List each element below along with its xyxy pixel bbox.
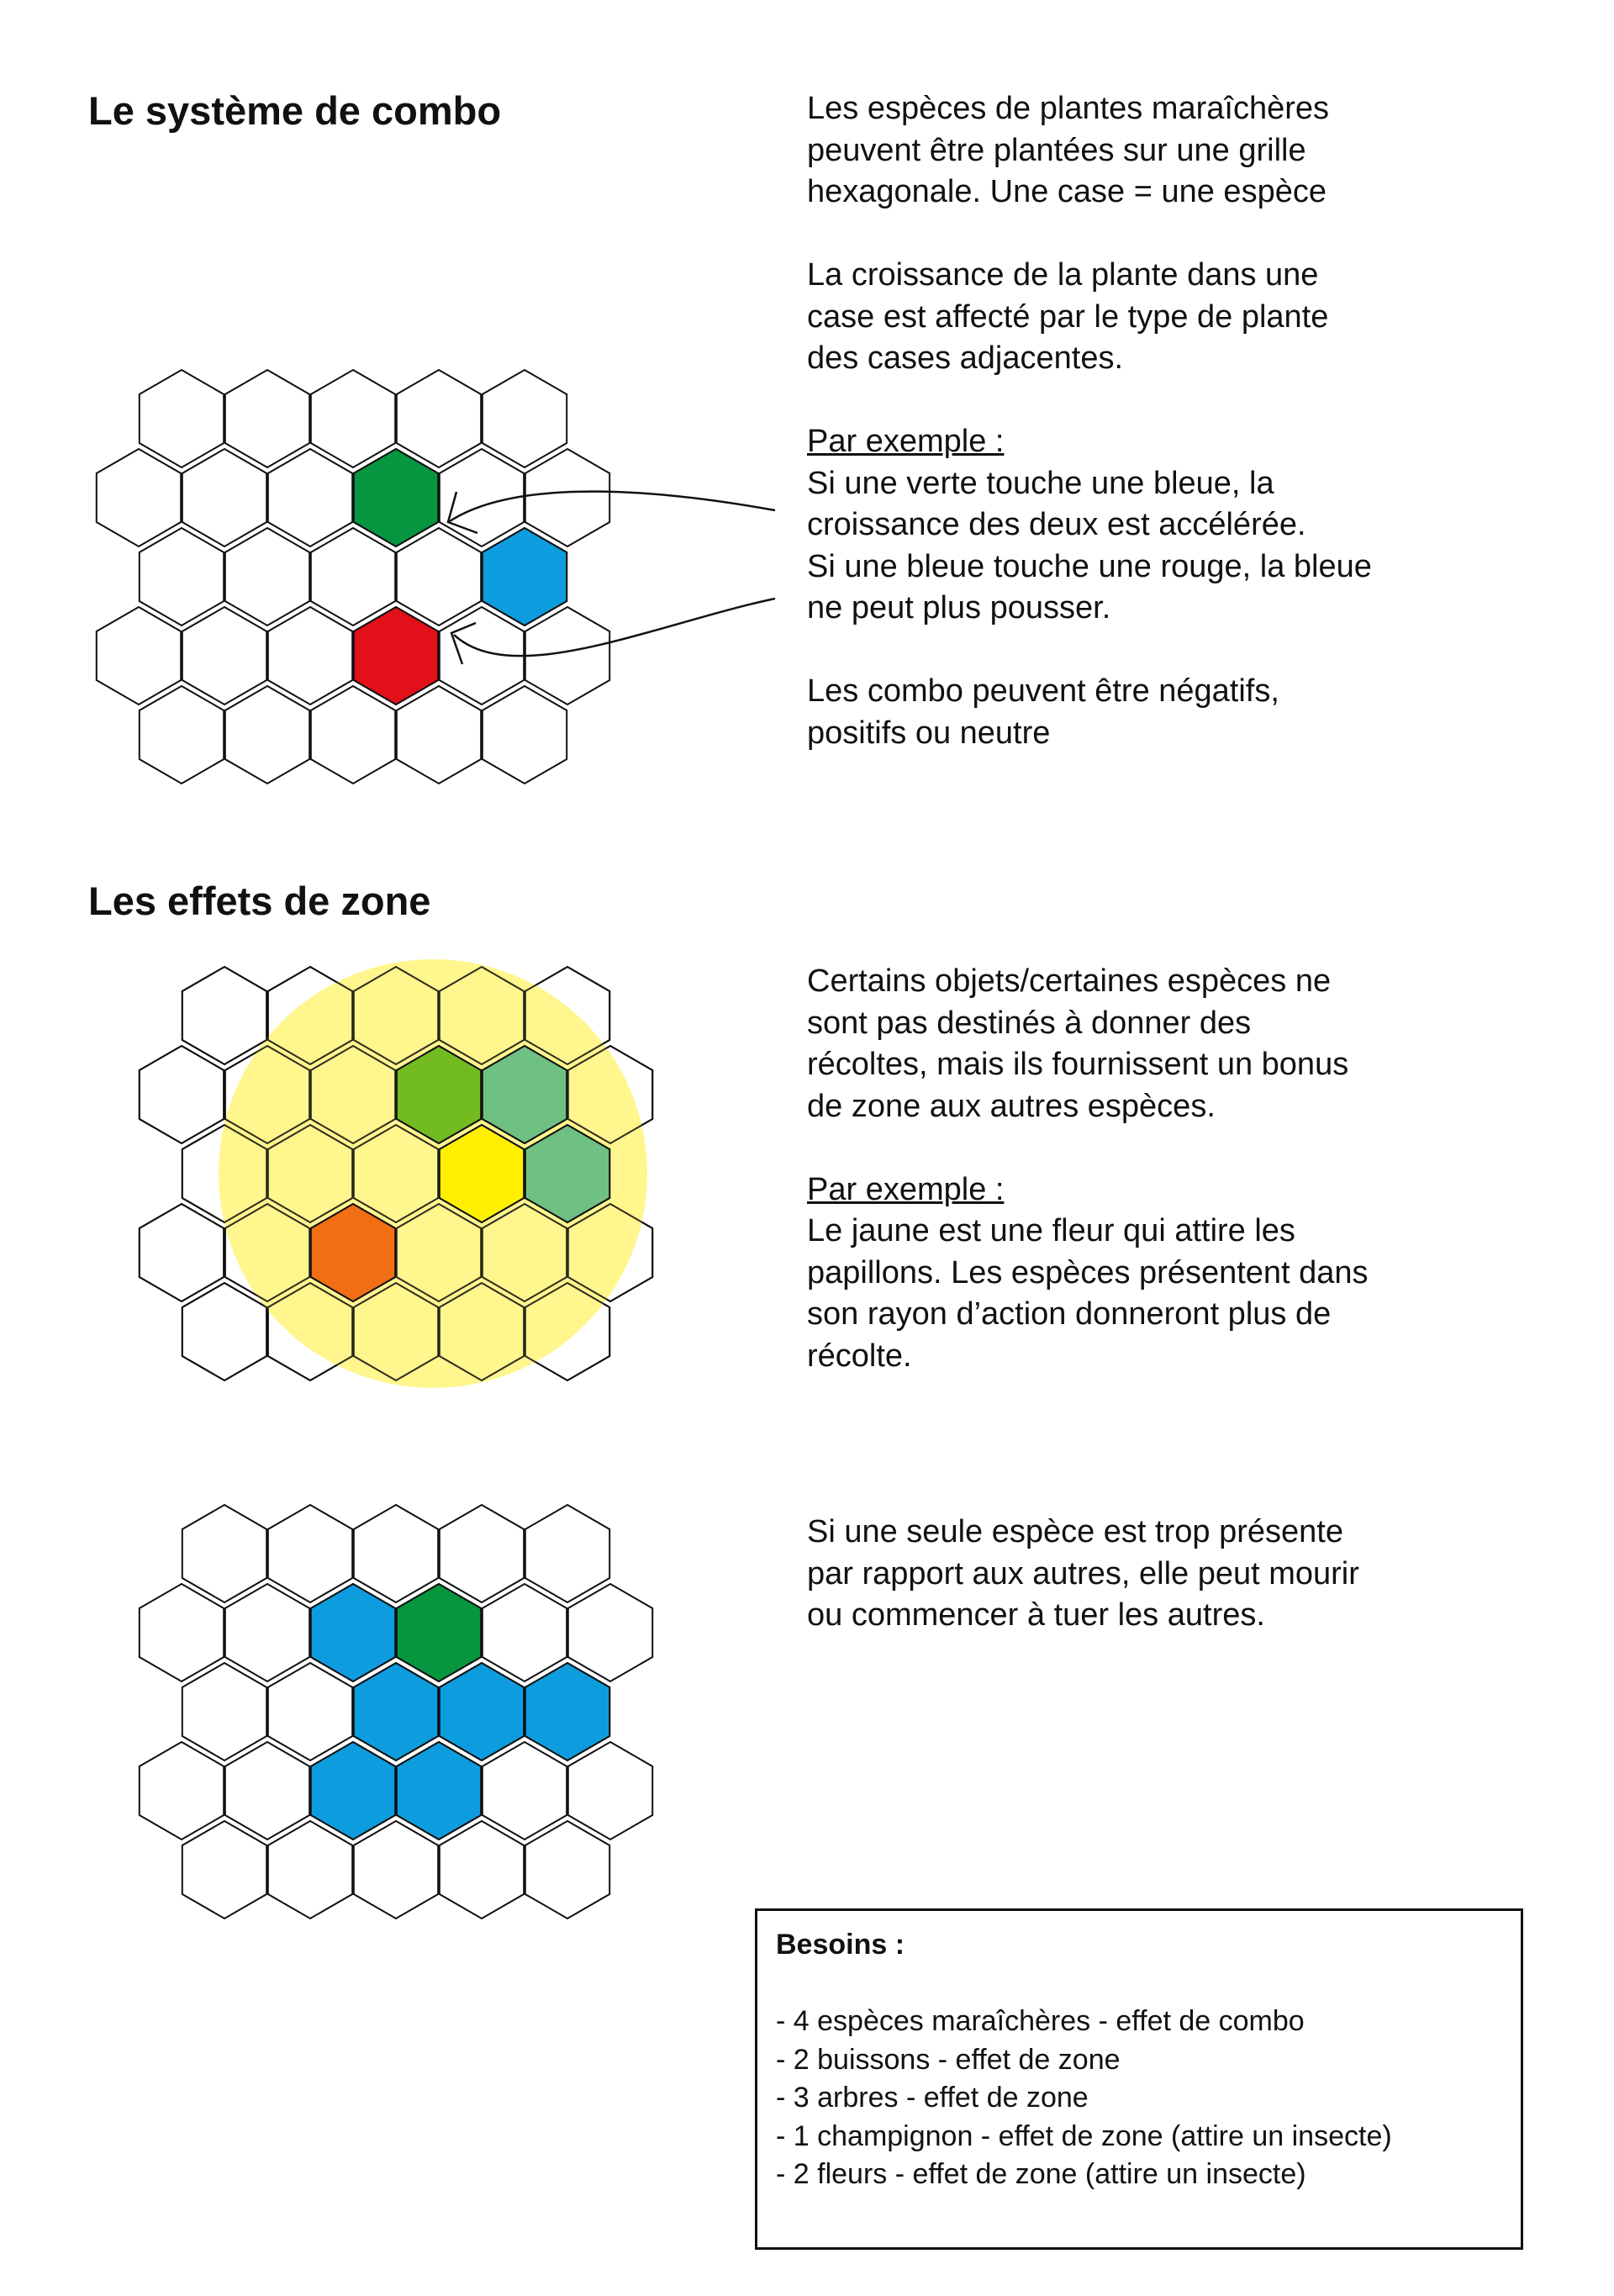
needs-item: - 1 champignon - effet de zone (attire un insecte)	[776, 2119, 1392, 2152]
hex-cell-colored	[311, 1204, 395, 1301]
text-line: son rayon d’action donneront plus de	[807, 1296, 1332, 1332]
hex-cell	[568, 1204, 652, 1301]
hex-cell	[268, 967, 352, 1064]
text-line: ne peut plus pousser.	[807, 590, 1111, 625]
text-line: ou commencer à tuer les autres.	[807, 1597, 1265, 1633]
hex-cell	[268, 607, 352, 705]
hex-cell	[311, 1584, 395, 1681]
section2-title: Les effets de zone	[88, 879, 431, 923]
section2-intro	[807, 961, 1505, 1127]
needs-box	[755, 1908, 1523, 2250]
section3-text	[807, 1512, 1505, 1637]
text-line: Si une seule espèce est trop présente	[807, 1514, 1343, 1549]
hex-cell	[140, 1046, 224, 1143]
hex-cell	[311, 528, 395, 625]
text-line: Certains objets/certaines espèces ne	[807, 963, 1332, 999]
text-line: sont pas destinés à donner des	[807, 1005, 1252, 1041]
hex-cell-outline	[225, 1046, 309, 1143]
hex-cell-outline	[268, 1283, 352, 1380]
needs-item: - 3 arbres - effet de zone	[776, 2082, 1089, 2114]
hex-cell	[397, 1046, 481, 1143]
hex-cell-colored	[354, 1663, 438, 1760]
example-label: Par exemple :	[807, 424, 1005, 459]
section2-text	[807, 961, 1505, 1377]
hex-cell	[268, 1125, 352, 1222]
hex-cell-colored	[397, 1046, 481, 1143]
text-line: case est affecté par le type de plante	[807, 298, 1329, 335]
hex-cell	[440, 449, 524, 546]
example-label: Par exemple :	[807, 1171, 1005, 1207]
hex-cell	[483, 686, 567, 784]
section2-example	[807, 1169, 1505, 1378]
hex-cell	[483, 1046, 567, 1143]
hex-cell	[311, 370, 395, 467]
hex-cell	[182, 1505, 266, 1602]
hex-cell-outline	[568, 1046, 652, 1143]
hex-cell-colored	[440, 1663, 524, 1760]
hex-cell	[268, 1821, 352, 1919]
hex-cell	[525, 449, 609, 546]
needs-title: Besoins :	[776, 1929, 905, 1961]
text-line: Le jaune est une fleur qui attire les	[807, 1213, 1295, 1248]
hex-cell	[182, 1125, 266, 1222]
hex-cell	[182, 1283, 266, 1380]
text-line: de zone aux autres espèces.	[807, 1088, 1216, 1124]
hex-cell	[354, 449, 438, 546]
text-line: Les combo peuvent être négatifs,	[807, 673, 1279, 709]
hex-cell	[225, 528, 309, 625]
hex-cell	[525, 1283, 609, 1380]
hex-cell	[483, 370, 567, 467]
hex-cell	[268, 1663, 352, 1760]
hex-cell	[140, 370, 224, 467]
hex-cell	[525, 967, 609, 1064]
hex-cell-colored	[354, 449, 438, 546]
hex-cell-outline	[182, 967, 266, 1064]
text-line: croissance des deux est accélérée.	[807, 507, 1306, 542]
hex-cell	[182, 967, 266, 1064]
hex-cell	[397, 1742, 481, 1839]
hex-cell	[354, 1663, 438, 1760]
hex-cell	[311, 1204, 395, 1301]
text-line: Si une bleue touche une rouge, la bleue	[807, 548, 1372, 584]
hex-cell	[568, 1742, 652, 1839]
hex-cell-colored	[525, 1663, 609, 1760]
hex-cell	[397, 370, 481, 467]
hex-cell	[182, 607, 266, 705]
hex-cell	[354, 1505, 438, 1602]
section1-text	[807, 88, 1505, 754]
combo-grid	[97, 370, 609, 784]
zone-grid	[140, 959, 652, 1388]
needs-item: - 2 buissons - effet de zone	[776, 2043, 1121, 2076]
hex-cell-outline	[483, 1204, 567, 1301]
text-line: hexagonale. Une case = une espèce	[807, 174, 1327, 209]
hex-cell-colored	[354, 607, 438, 705]
hex-cell-colored	[525, 1125, 609, 1222]
text-line: récoltes, mais ils fournissent un bonus	[807, 1047, 1349, 1082]
hex-cell	[568, 1046, 652, 1143]
hex-cell-outline	[268, 967, 352, 1064]
text-line: des cases adjacentes.	[807, 340, 1124, 376]
overpopulation-grid	[140, 1505, 652, 1919]
text-line: par rapport aux autres, elle peut mourir	[807, 1555, 1359, 1591]
hex-cell	[525, 607, 609, 705]
hex-cell	[483, 1742, 567, 1839]
section1-example	[807, 421, 1505, 630]
combo-arrows	[448, 492, 775, 664]
hex-cell	[268, 1505, 352, 1602]
hex-cell	[182, 449, 266, 546]
hex-cell	[311, 686, 395, 784]
hex-cell-colored	[311, 1584, 395, 1681]
hex-cell	[225, 1204, 309, 1301]
hex-cell	[97, 607, 181, 705]
text-line: positifs ou neutre	[807, 715, 1051, 751]
hex-cell	[268, 449, 352, 546]
hex-cell-colored	[311, 1742, 395, 1839]
hex-cell	[568, 1584, 652, 1681]
hex-cell-colored	[440, 1125, 524, 1222]
hex-cell	[311, 1742, 395, 1839]
hex-cell-outline	[354, 1283, 438, 1380]
hex-cell-outline	[397, 1204, 481, 1301]
hex-cell	[225, 1584, 309, 1681]
hex-cell-outline	[182, 1125, 266, 1222]
hex-cell-outline	[568, 1204, 652, 1301]
arrow-green-blue-head	[448, 492, 477, 533]
hex-cell-outline	[440, 967, 524, 1064]
hex-cell	[225, 1046, 309, 1143]
hex-cell	[483, 1204, 567, 1301]
text-line: papillons. Les espèces présentent dans	[807, 1254, 1369, 1291]
hex-cell	[354, 1125, 438, 1222]
hex-cell-outline	[440, 1125, 524, 1222]
hex-cell	[140, 1204, 224, 1301]
hex-cell	[483, 1584, 567, 1681]
hex-cell	[440, 1283, 524, 1380]
section1-paragraph-2	[807, 255, 1505, 380]
hex-cell-outline	[483, 1046, 567, 1143]
hex-cell-outline	[440, 1283, 524, 1380]
hex-cell	[397, 1204, 481, 1301]
hex-cell-outline	[397, 1046, 481, 1143]
hex-cell	[440, 1821, 524, 1919]
hex-cell	[440, 1505, 524, 1602]
effect-radius-halo	[219, 959, 647, 1388]
hex-cell	[354, 967, 438, 1064]
hex-cell	[225, 370, 309, 467]
hex-cell	[440, 967, 524, 1064]
needs-item: - 2 fleurs - effet de zone (attire un insecte)	[776, 2158, 1306, 2190]
hex-cell-outline	[140, 1046, 224, 1143]
hex-cell	[140, 1584, 224, 1681]
hex-cell-colored	[397, 1742, 481, 1839]
hex-cell	[354, 607, 438, 705]
text-line: Si une verte touche une bleue, la	[807, 465, 1274, 501]
hex-cell	[182, 1821, 266, 1919]
hex-cell-outline	[525, 1283, 609, 1380]
arrow-blue-red	[454, 599, 775, 656]
hex-cell	[440, 1125, 524, 1222]
hex-cell	[397, 528, 481, 625]
text-line: Les espèces de plantes maraîchères	[807, 91, 1330, 126]
hex-cell-outline	[311, 1204, 395, 1301]
hex-cell-outline	[525, 967, 609, 1064]
needs-item: - 4 espèces maraîchères - effet de combo	[776, 2005, 1305, 2037]
hex-cell	[140, 1742, 224, 1839]
hex-cell	[525, 1821, 609, 1919]
hex-cell	[397, 1584, 481, 1681]
hex-cell	[483, 528, 567, 625]
hex-cell	[268, 1283, 352, 1380]
hex-cell	[525, 1663, 609, 1760]
text-line: La croissance de la plante dans une	[807, 257, 1319, 293]
hex-cell-outline	[268, 1125, 352, 1222]
hex-cell	[525, 1505, 609, 1602]
hex-cell	[225, 1742, 309, 1839]
hex-cell	[440, 607, 524, 705]
hex-cell-outline	[354, 1125, 438, 1222]
hex-cell	[397, 686, 481, 784]
section1-title: Le système de combo	[88, 88, 502, 133]
hex-cell-outline	[182, 1283, 266, 1380]
hex-cell	[225, 686, 309, 784]
hex-cell-colored	[483, 1046, 567, 1143]
section1-closing	[807, 671, 1505, 754]
hex-cell-outline	[525, 1125, 609, 1222]
section1-paragraph-1	[807, 88, 1505, 214]
arrow-green-blue	[450, 492, 775, 521]
hex-cell	[97, 449, 181, 546]
section3-paragraph	[807, 1512, 1505, 1637]
hex-cell-outline	[140, 1204, 224, 1301]
hex-cell-colored	[483, 528, 567, 625]
hex-cell-outline	[311, 1046, 395, 1143]
hex-cell	[354, 1283, 438, 1380]
arrow-blue-red-head	[451, 623, 476, 664]
hex-cell	[140, 528, 224, 625]
text-line: peuvent être plantées sur une grille	[807, 132, 1306, 168]
hex-cell	[354, 1821, 438, 1919]
hex-cell	[182, 1663, 266, 1760]
hex-cell	[311, 1046, 395, 1143]
hex-cell-outline	[354, 967, 438, 1064]
hex-cell	[440, 1663, 524, 1760]
hex-cell	[140, 686, 224, 784]
text-line: récolte.	[807, 1338, 912, 1374]
hex-cell-colored	[397, 1584, 481, 1681]
hex-cell	[525, 1125, 609, 1222]
hex-cell-outline	[225, 1204, 309, 1301]
